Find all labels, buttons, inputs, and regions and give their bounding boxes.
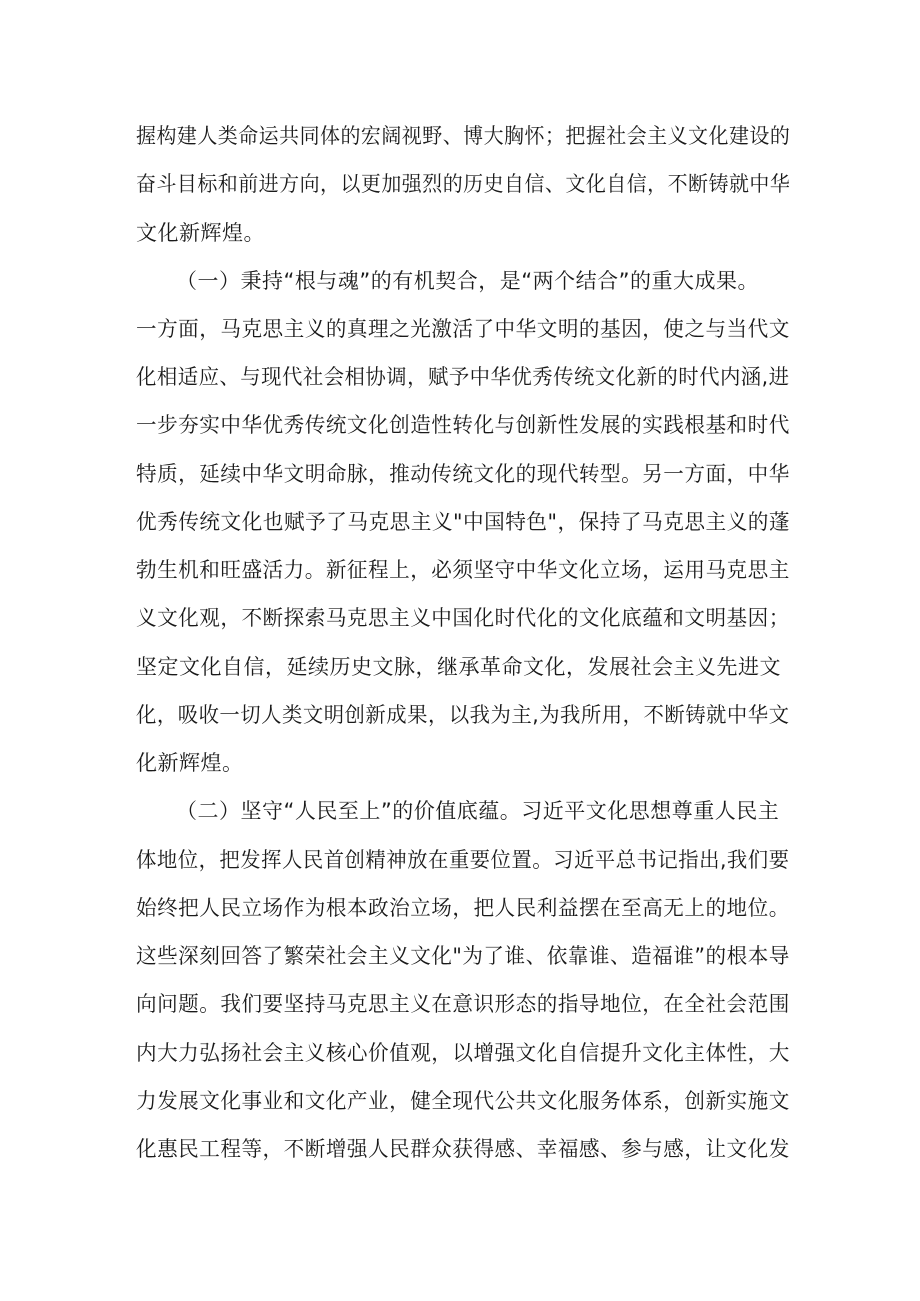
text-line: 化，吸收一切人类文明创新成果，以我为主,为我所用，不断铸就中华文 xyxy=(136,703,790,727)
text-line: 文化新辉煌。 xyxy=(136,221,265,245)
text-line: 这些深刻回答了繁荣社会主义文化"为了谁、依靠谁、造福谁”的根本导 xyxy=(136,944,790,968)
text-line: 化惠民工程等，不断增强人民群众获得感、幸福感、参与感，让文化发 xyxy=(136,1137,790,1161)
text-line: 勃生机和旺盛活力。新征程上，必须坚守中华文化立场，运用马克思主 xyxy=(136,558,790,582)
text-line: 化新辉煌。 xyxy=(136,751,244,775)
text-line: 一方面，马克思主义的真理之光激活了中华文明的基因，使之与当代文 xyxy=(136,317,790,341)
section-heading-1: （一）秉持“根与魂”的有机契合，是“两个结合”的重大成果。 xyxy=(176,269,760,293)
text-line: 力发展文化事业和文化产业，健全现代公共文化服务体系，创新实施文 xyxy=(136,1089,790,1113)
text-line: 化相适应、与现代社会相协调，赋予中华优秀传统文化新的时代内涵,进 xyxy=(136,365,790,389)
text-line: 义文化观，不断探索马克思主义中国化时代化的文化底蕴和文明基因； xyxy=(136,606,790,630)
text-line: 奋斗目标和前进方向，以更加强烈的历史自信、文化自信，不断铸就中华 xyxy=(136,172,791,196)
text-line: 坚定文化自信，延续历史文脉，继承革命文化，发展社会主义先进文 xyxy=(136,655,781,679)
text-line: 一步夯实中华优秀传统文化创造性转化与创新性发展的实践根基和时代 xyxy=(136,413,790,437)
text-line: 特质，延续中华文明命脉，推动传统文化的现代转型。另一方面，中华 xyxy=(136,462,790,486)
text-line: 优秀传统文化也赋予了马克思主义"中国特色"，保持了马克思主义的蓬 xyxy=(136,510,791,534)
section-heading-2: （二）坚守“人民至上”的价值底蕴。习近平文化思想尊重人民主 xyxy=(176,799,780,823)
text-line: 握构建人类命运共同体的宏阔视野、博大胸怀；把握社会主义文化建设的 xyxy=(136,124,791,148)
text-line: 向问题。我们要坚持马克思主义在意识形态的指导地位，在全社会范围 xyxy=(136,992,790,1016)
text-line: 内大力弘扬社会主义核心价值观，以增强文化自信提升文化主体性，大 xyxy=(136,1041,790,1065)
text-line: 始终把人民立场作为根本政治立场，把人民利益摆在至高无上的地位。 xyxy=(136,896,790,920)
text-line: 体地位，把发挥人民首创精神放在重要位置。习近平总书记指出,我们要 xyxy=(136,848,790,872)
